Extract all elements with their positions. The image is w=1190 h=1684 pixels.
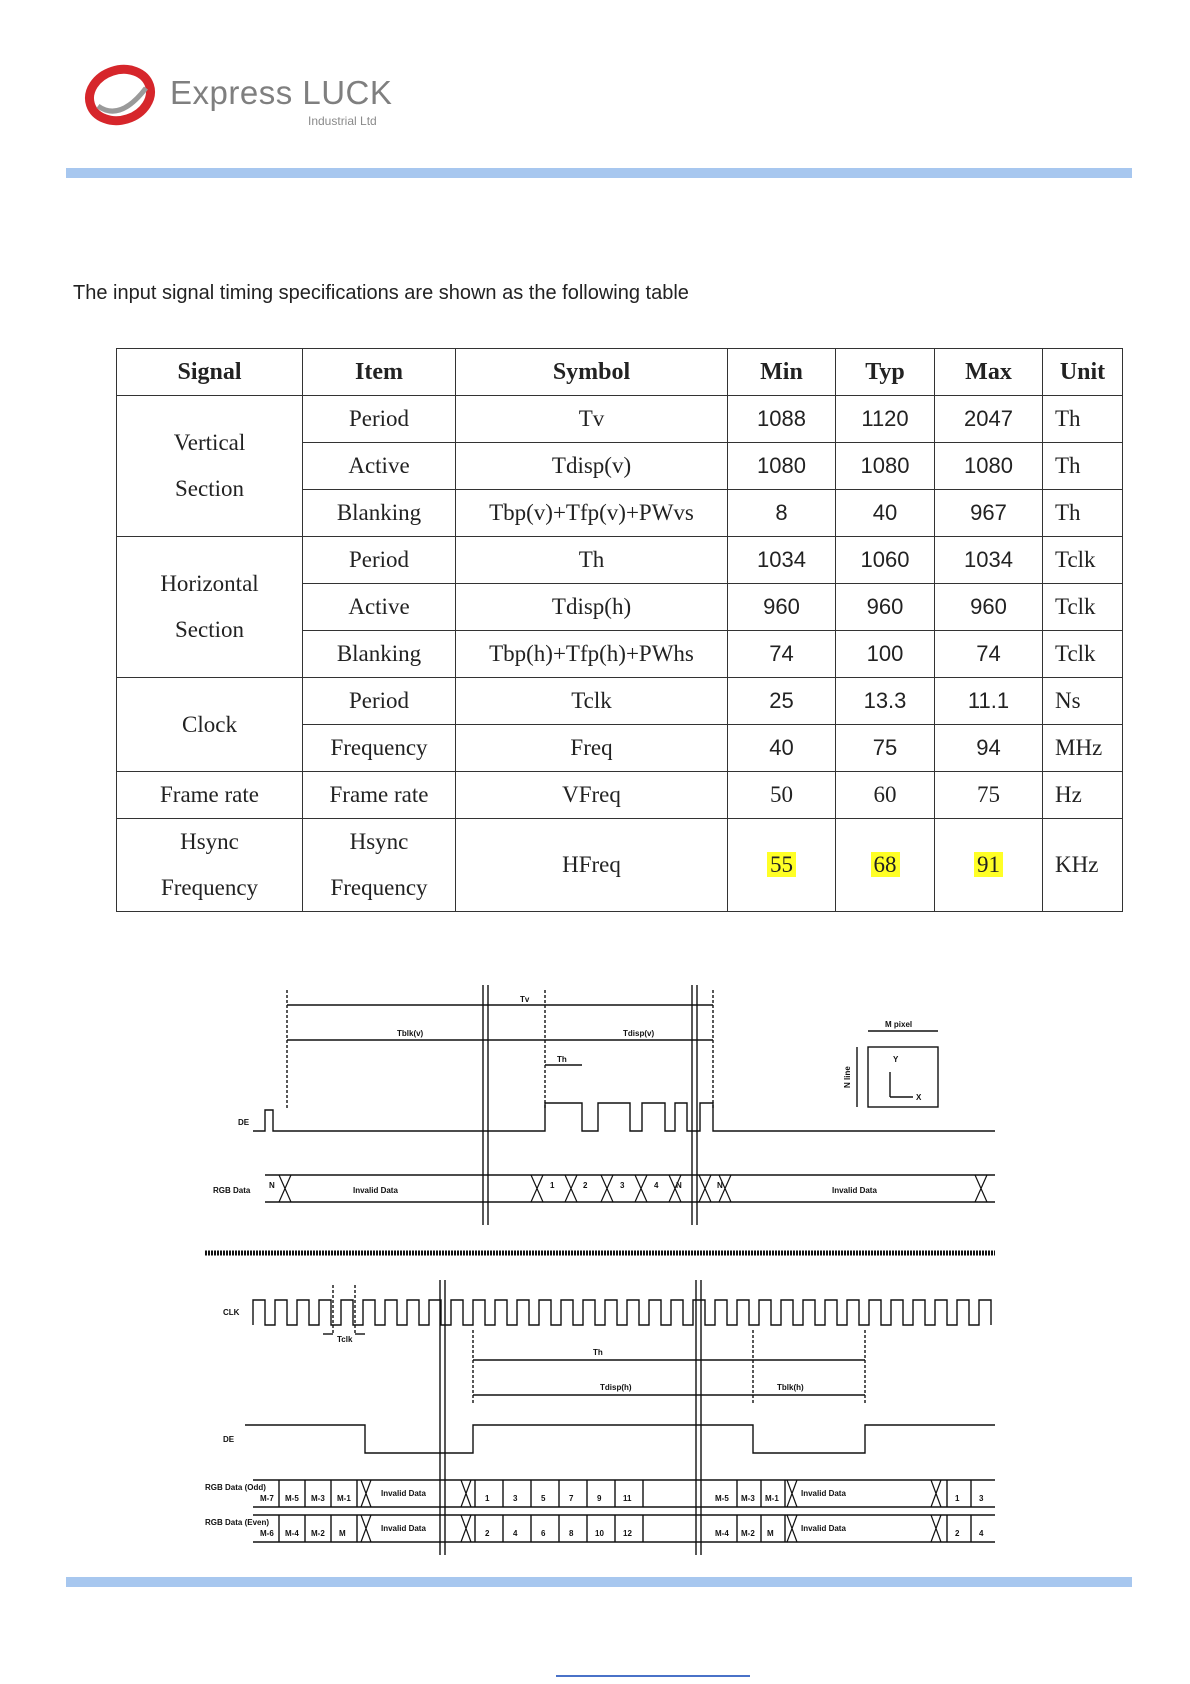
odd-cells xyxy=(260,1480,984,1507)
tblk-v-label: Tblk(v) xyxy=(397,1029,424,1038)
symbol-cell: VFreq xyxy=(456,772,728,819)
de-label-top: DE xyxy=(238,1118,250,1127)
svg-text:3: 3 xyxy=(979,1494,984,1503)
tv-label: Tv xyxy=(520,995,530,1004)
signal-cell: Hsync Frequency xyxy=(117,819,303,912)
svg-text:M-4: M-4 xyxy=(285,1529,299,1538)
de-horizontal-waveform xyxy=(245,1425,995,1453)
svg-text:M-7: M-7 xyxy=(260,1494,274,1503)
company-name: Express LUCK xyxy=(170,74,393,111)
max-cell: 960 xyxy=(935,584,1043,631)
svg-text:8: 8 xyxy=(569,1529,574,1538)
tclk-label: Tclk xyxy=(337,1335,353,1344)
min-cell: 1034 xyxy=(728,537,836,584)
timing-diagram xyxy=(205,985,1005,1555)
th-top-label: Th xyxy=(557,1055,567,1064)
col-header: Max xyxy=(935,349,1043,396)
svg-text:7: 7 xyxy=(569,1494,574,1503)
svg-text:3: 3 xyxy=(513,1494,518,1503)
svg-text:Invalid Data: Invalid Data xyxy=(381,1489,426,1498)
typ-cell: 60 xyxy=(836,772,935,819)
max-cell: 967 xyxy=(935,490,1043,537)
max-cell: 75 xyxy=(935,772,1043,819)
company-logo xyxy=(84,62,414,132)
m-pixel-label: M pixel xyxy=(885,1020,913,1029)
min-cell: 1088 xyxy=(728,396,836,443)
svg-text:5: 5 xyxy=(541,1494,546,1503)
table-row xyxy=(117,537,1123,584)
min-cell: 8 xyxy=(728,490,836,537)
min-cell: 960 xyxy=(728,584,836,631)
svg-text:Invalid Data: Invalid Data xyxy=(801,1524,846,1533)
signal-cell: Horizontal Section xyxy=(117,537,303,678)
highlighted-value: 55 xyxy=(767,852,796,877)
col-header: Typ xyxy=(836,349,935,396)
svg-text:12: 12 xyxy=(623,1529,632,1538)
svg-text:Invalid Data: Invalid Data xyxy=(801,1489,846,1498)
svg-text:9: 9 xyxy=(597,1494,602,1503)
typ-cell: 100 xyxy=(836,631,935,678)
svg-text:6: 6 xyxy=(541,1529,546,1538)
symbol-cell: Tv xyxy=(456,396,728,443)
symbol-cell: HFreq xyxy=(456,819,728,912)
svg-text:M: M xyxy=(767,1529,774,1538)
table-header-row xyxy=(117,349,1123,396)
max-cell: 74 xyxy=(935,631,1043,678)
signal-cell: Vertical Section xyxy=(117,396,303,537)
col-header: Item xyxy=(303,349,456,396)
svg-text:N: N xyxy=(676,1181,682,1190)
clk-label: CLK xyxy=(223,1308,240,1317)
svg-text:10: 10 xyxy=(595,1529,604,1538)
rgb-odd-label: RGB Data (Odd) xyxy=(205,1483,266,1492)
tdisp-h-label: Tdisp(h) xyxy=(600,1383,632,1392)
highlighted-value: 91 xyxy=(974,852,1003,877)
timing-spec-table xyxy=(116,348,1123,912)
table-row xyxy=(117,772,1123,819)
max-cell xyxy=(935,819,1043,912)
svg-text:1: 1 xyxy=(550,1181,555,1190)
svg-text:M: M xyxy=(339,1529,346,1538)
clk-waveform xyxy=(253,1300,991,1325)
svg-text:11: 11 xyxy=(623,1494,632,1503)
svg-text:4: 4 xyxy=(979,1529,984,1538)
symbol-cell: Th xyxy=(456,537,728,584)
x-axis-label: X xyxy=(916,1093,922,1102)
max-cell: 2047 xyxy=(935,396,1043,443)
invalid-data-label: Invalid Data xyxy=(353,1186,398,1195)
typ-cell xyxy=(836,819,935,912)
item-cell: Frequency xyxy=(303,725,456,772)
invalid-data-label: Invalid Data xyxy=(832,1186,877,1195)
svg-text:M-5: M-5 xyxy=(715,1494,729,1503)
typ-cell: 13.3 xyxy=(836,678,935,725)
de-label-bottom: DE xyxy=(223,1435,235,1444)
svg-text:1: 1 xyxy=(485,1494,490,1503)
symbol-cell: Freq xyxy=(456,725,728,772)
col-header: Unit xyxy=(1043,349,1123,396)
svg-text:M-1: M-1 xyxy=(765,1494,779,1503)
svg-text:M-6: M-6 xyxy=(260,1529,274,1538)
unit-cell: Th xyxy=(1043,443,1123,490)
rgb-even-label: RGB Data (Even) xyxy=(205,1518,270,1527)
svg-text:M-3: M-3 xyxy=(741,1494,755,1503)
min-cell: 50 xyxy=(728,772,836,819)
n-line-label: N line xyxy=(843,1066,852,1088)
min-cell: 40 xyxy=(728,725,836,772)
footer-link-underline[interactable] xyxy=(556,1675,750,1677)
unit-cell: Tclk xyxy=(1043,631,1123,678)
max-cell: 1034 xyxy=(935,537,1043,584)
vertical-timing xyxy=(213,985,995,1225)
intro-text: The input signal timing specifications are shown as the following table xyxy=(73,282,689,304)
item-cell: Active xyxy=(303,443,456,490)
unit-cell: Tclk xyxy=(1043,584,1123,631)
typ-cell: 1080 xyxy=(836,443,935,490)
max-cell: 11.1 xyxy=(935,678,1043,725)
item-cell: Frame rate xyxy=(303,772,456,819)
typ-cell: 1120 xyxy=(836,396,935,443)
unit-cell: Th xyxy=(1043,490,1123,537)
item-cell: Period xyxy=(303,396,456,443)
symbol-cell: Tbp(h)+Tfp(h)+PWhs xyxy=(456,631,728,678)
unit-cell: Th xyxy=(1043,396,1123,443)
svg-text:2: 2 xyxy=(955,1529,960,1538)
svg-text:M-5: M-5 xyxy=(285,1494,299,1503)
col-header: Min xyxy=(728,349,836,396)
svg-text:2: 2 xyxy=(583,1181,588,1190)
item-cell: Period xyxy=(303,537,456,584)
header-divider xyxy=(66,168,1132,178)
typ-cell: 1060 xyxy=(836,537,935,584)
min-cell: 74 xyxy=(728,631,836,678)
symbol-cell: Tclk xyxy=(456,678,728,725)
max-cell: 94 xyxy=(935,725,1043,772)
col-header: Signal xyxy=(117,349,303,396)
svg-text:N: N xyxy=(269,1181,275,1190)
svg-text:2: 2 xyxy=(485,1529,490,1538)
svg-text:4: 4 xyxy=(654,1181,659,1190)
item-cell: Hsync Frequency xyxy=(303,819,456,912)
table-row xyxy=(117,396,1123,443)
rgb-data-label-top: RGB Data xyxy=(213,1186,251,1195)
item-cell: Blanking xyxy=(303,631,456,678)
svg-text:Invalid Data: Invalid Data xyxy=(381,1524,426,1533)
express-luck-logo-icon xyxy=(84,62,156,128)
panel-frame xyxy=(868,1047,938,1107)
svg-text:1: 1 xyxy=(955,1494,960,1503)
unit-cell: Ns xyxy=(1043,678,1123,725)
typ-cell: 40 xyxy=(836,490,935,537)
tblk-h-label: Tblk(h) xyxy=(777,1383,804,1392)
unit-cell: KHz xyxy=(1043,819,1123,912)
min-cell: 1080 xyxy=(728,443,836,490)
item-cell: Active xyxy=(303,584,456,631)
svg-text:M-2: M-2 xyxy=(311,1529,325,1538)
unit-cell: Tclk xyxy=(1043,537,1123,584)
signal-cell: Clock xyxy=(117,678,303,772)
symbol-cell: Tdisp(h) xyxy=(456,584,728,631)
highlighted-value: 68 xyxy=(871,852,900,877)
svg-text:M-3: M-3 xyxy=(311,1494,325,1503)
svg-text:4: 4 xyxy=(513,1529,518,1538)
item-cell: Period xyxy=(303,678,456,725)
th-label: Th xyxy=(593,1348,603,1357)
company-subtitle: Industrial Ltd xyxy=(308,114,377,128)
table-row xyxy=(117,819,1123,912)
typ-cell: 75 xyxy=(836,725,935,772)
even-cells xyxy=(260,1515,984,1542)
min-cell xyxy=(728,819,836,912)
horizontal-timing xyxy=(205,1280,995,1555)
unit-cell: MHz xyxy=(1043,725,1123,772)
unit-cell: Hz xyxy=(1043,772,1123,819)
max-cell: 1080 xyxy=(935,443,1043,490)
tdisp-v-label: Tdisp(v) xyxy=(623,1029,655,1038)
svg-text:3: 3 xyxy=(620,1181,625,1190)
symbol-cell: Tdisp(v) xyxy=(456,443,728,490)
svg-text:M-1: M-1 xyxy=(337,1494,351,1503)
symbol-cell: Tbp(v)+Tfp(v)+PWvs xyxy=(456,490,728,537)
svg-text:M-4: M-4 xyxy=(715,1529,729,1538)
svg-text:M-2: M-2 xyxy=(741,1529,755,1538)
table-row xyxy=(117,678,1123,725)
typ-cell: 960 xyxy=(836,584,935,631)
min-cell: 25 xyxy=(728,678,836,725)
signal-cell: Frame rate xyxy=(117,772,303,819)
y-axis-label: Y xyxy=(893,1055,899,1064)
footer-divider xyxy=(66,1577,1132,1587)
col-header: Symbol xyxy=(456,349,728,396)
svg-text:N: N xyxy=(717,1181,723,1190)
item-cell: Blanking xyxy=(303,490,456,537)
